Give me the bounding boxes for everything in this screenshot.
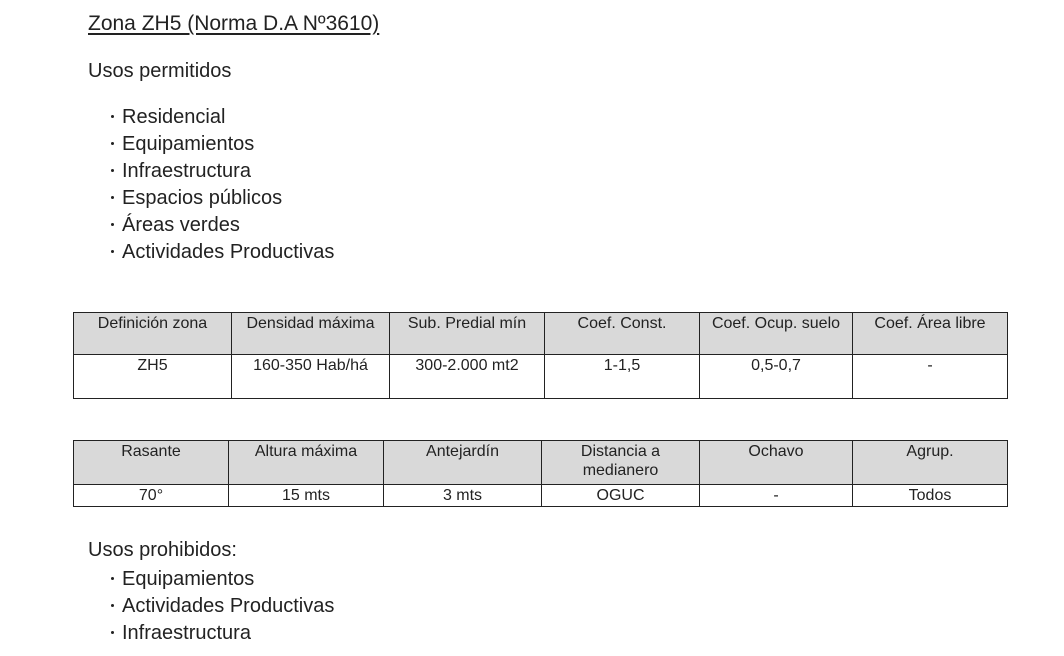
list-item [111,104,334,131]
column-header: Rasante [74,441,229,485]
table-cell: OGUC [542,485,700,507]
list-item-label: Residencial [122,106,226,128]
column-header: Antejardín [384,441,542,485]
bullet-icon [111,115,114,118]
list-item-label: Actividades Productivas [122,241,335,263]
list-item [111,593,334,620]
bullet-icon [111,169,114,172]
table-row [74,355,1008,399]
page-title: Zona ZH5 (Norma D.A Nº3610) [88,12,380,35]
table-cell: 3 mts [384,485,542,507]
table-cell: ZH5 [74,355,232,399]
table-cell: - [700,485,853,507]
list-item [111,185,334,212]
list-item [111,131,334,158]
list-item-label: Áreas verdes [122,214,240,236]
list-item [111,566,334,593]
permitted-uses-list [111,104,334,266]
bullet-icon [111,604,114,607]
table-cell: Todos [853,485,1008,507]
table-cell: 0,5-0,7 [700,355,853,399]
list-item-label: Equipamientos [122,568,255,590]
list-item [111,158,334,185]
column-header: Sub. Predial mín [390,313,545,355]
column-header: Distancia a medianero [542,441,700,485]
table-row [74,485,1008,507]
table-cell: 15 mts [229,485,384,507]
column-header: Coef. Área libre [853,313,1008,355]
table-header-row [74,441,1008,485]
table-header-row [74,313,1008,355]
table-cell: - [853,355,1008,399]
list-item-label: Equipamientos [122,133,255,155]
zone-definition-table [73,312,1008,399]
list-item-label: Infraestructura [122,622,251,644]
column-header: Ochavo [700,441,853,485]
table-cell: 160-350 Hab/há [232,355,390,399]
column-header: Agrup. [853,441,1008,485]
permitted-uses-heading: Usos permitidos [88,60,232,82]
list-item-label: Actividades Productivas [122,595,335,617]
bullet-icon [111,250,114,253]
list-item [111,620,334,647]
bullet-icon [111,577,114,580]
list-item [111,239,334,266]
column-header: Altura máxima [229,441,384,485]
table-cell: 1-1,5 [545,355,700,399]
bullet-icon [111,196,114,199]
prohibited-uses-heading: Usos prohibidos: [88,539,237,561]
column-header: Densidad máxima [232,313,390,355]
bullet-icon [111,142,114,145]
building-norms-table [73,440,1008,507]
list-item-label: Espacios públicos [122,187,283,209]
table-cell: 300-2.000 mt2 [390,355,545,399]
bullet-icon [111,631,114,634]
column-header: Coef. Const. [545,313,700,355]
prohibited-uses-list [111,566,334,647]
table-cell: 70° [74,485,229,507]
column-header: Coef. Ocup. suelo [700,313,853,355]
list-item [111,212,334,239]
bullet-icon [111,223,114,226]
column-header: Definición zona [74,313,232,355]
list-item-label: Infraestructura [122,160,251,182]
